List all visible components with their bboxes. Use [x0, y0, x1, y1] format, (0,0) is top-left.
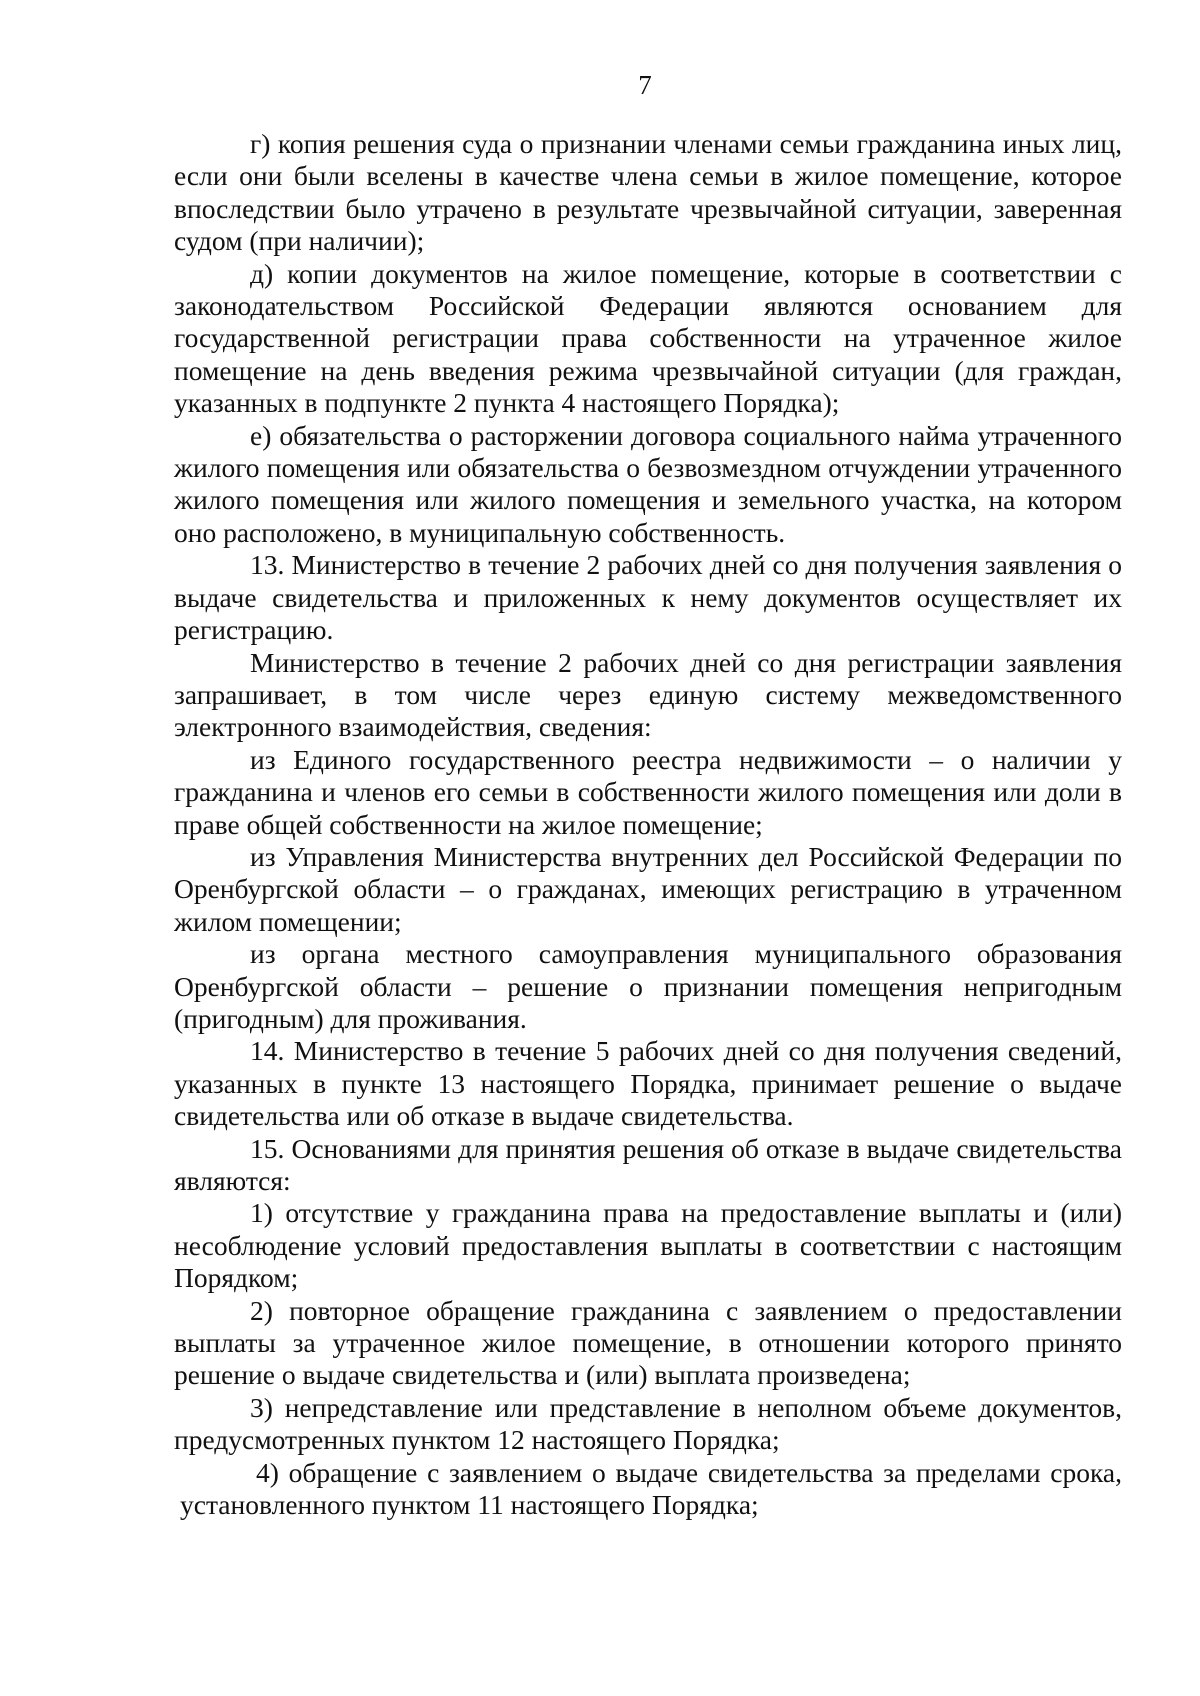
paragraph-item-d: д) копии документов на жилое помещение, которые в соответствии с законодательством Российской Федерации являются основанием для государственной регистрации права собственности на утраченное жилое помещение на день введения режима чрезвычайной ситуации (для граждан, указанных в подпункте 2 пункта 4 настоящего Порядка);: [174, 257, 1122, 419]
paragraph-source-local-government: из органа местного самоуправления муниципального образования Оренбургской области – решение о признании помещения непригодным (пригодным) для проживания.: [174, 938, 1122, 1034]
document-body: [174, 128, 1122, 1521]
paragraph-ground-2: 2) повторное обращение гражданина с заявлением о предоставлении выплаты за утраченное жилое помещение, в отношении которого принято решение о выдаче свидетельства и (или) выплата произведена;: [174, 1294, 1122, 1391]
paragraph-source-egrn: из Единого государственного реестра недвижимости – о наличии у гражданина и членов его семьи в собственности жилого помещения или доли в праве общей собственности на жилое помещение;: [174, 743, 1122, 840]
paragraph-clause-14: 14. Министерство в течение 5 рабочих дней со дня получения сведений, указанных в пункте 13 настоящего Порядка, принимает решение о выдаче свидетельства или об отказе в выдаче свидетельства.: [174, 1035, 1122, 1132]
page-number: 7: [638, 70, 652, 100]
paragraph-ground-4: 4) обращение с заявлением о выдаче свидетельства за пределами срока, установленного пунктом 11 настоящего Порядка;: [180, 1456, 1122, 1521]
paragraph-ministry-requests: Министерство в течение 2 рабочих дней со дня регистрации заявления запрашивает, в том числе через единую систему межведомственного электронного взаимодействия, сведения:: [174, 646, 1122, 743]
paragraph-clause-15: 15. Основаниями для принятия решения об отказе в выдаче свидетельства являются:: [174, 1132, 1122, 1196]
paragraph-clause-13: 13. Министерство в течение 2 рабочих дней со дня получения заявления о выдаче свидетельства и приложенных к нему документов осуществляет их регистрацию.: [174, 549, 1122, 646]
paragraph-item-g: г) копия решения суда о признании членами семьи гражданина иных лиц, если они были вселены в качестве члена семьи в жилое помещение, которое впоследствии было утрачено в результате чрезвычайной ситуации, заверенная судом (при наличии);: [174, 128, 1122, 257]
paragraph-item-e: е) обязательства о расторжении договора социального найма утраченного жилого помещения или обязательства о безвозмездном отчуждении утраченного жилого помещения или жилого помещения и земельного участка, на котором оно расположено, в муниципальную собственность.: [174, 419, 1122, 548]
paragraph-ground-1: 1) отсутствие у гражданина права на предоставление выплаты и (или) несоблюдение условий предоставления выплаты в соответствии с настоящим Порядком;: [174, 1197, 1122, 1294]
paragraph-ground-3: 3) непредставление или представление в неполном объеме документов, предусмотренных пунктом 12 настоящего Порядка;: [174, 1391, 1122, 1456]
paragraph-source-mvd: из Управления Министерства внутренних дел Российской Федерации по Оренбургской области – о гражданах, имеющих регистрацию в утраченном жилом помещении;: [174, 840, 1122, 937]
